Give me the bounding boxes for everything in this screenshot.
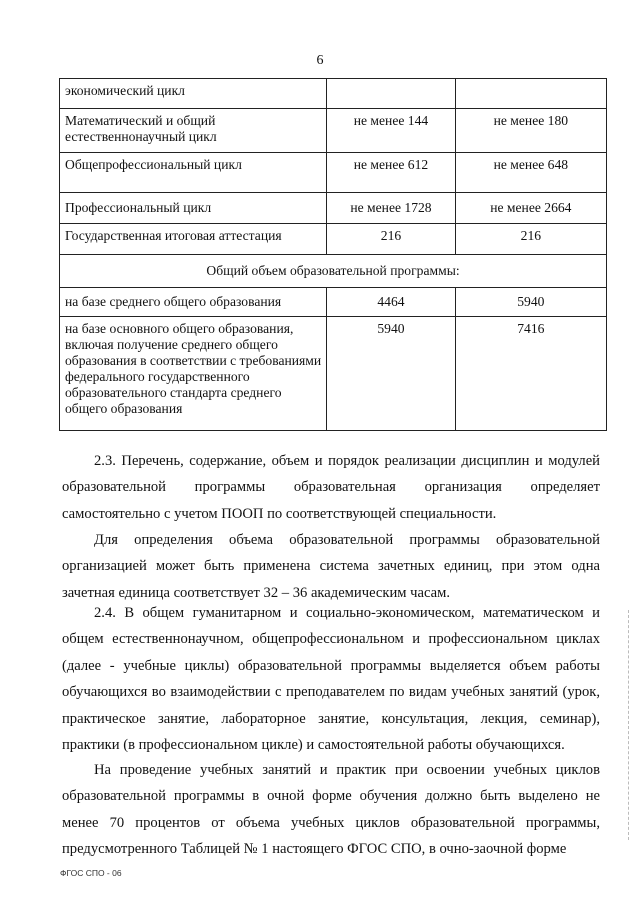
paragraph-contact-hours: На проведение учебных занятий и практик при освоении учебных циклов образовательной программы в очной форме обучения должно быть выделено не менее 70 процентов от объема учебных циклов образовательной программы, предусмотренного Таблицей № 1 настоящего ФГОС СПО, в очно-заочной форме	[62, 762, 600, 858]
table-cell-value: 7416	[455, 317, 606, 431]
table-cell-value: не менее 144	[327, 109, 455, 153]
table-row	[60, 109, 607, 153]
curriculum-volume-table	[59, 78, 607, 431]
table-cell-value: не менее 612	[327, 153, 455, 193]
table-cell-value: 4464	[327, 288, 455, 317]
table-cell-label: экономический цикл	[60, 79, 327, 109]
table-row	[60, 288, 607, 317]
paragraph-2-4: 2.4. В общем гуманитарном и социально-экономическом, математическом и общем естественнонаучном, общепрофессиональном и профессиональном циклах (далее - учебные циклы) образовательной программы выделяется объем работы обучающихся во взаимодействии с преподавателем по видам учебных занятий (урок, практическое занятие, лабораторное занятие, консультация, лекция, семинар), практики (в профессиональном цикле) и самостоятельной работы обучающихся.	[62, 605, 600, 754]
table-cell-value: не менее 648	[455, 153, 606, 193]
table-cell-label: Профессиональный цикл	[60, 193, 327, 224]
table-cell-label: Математический и общий естественнонаучный цикл	[60, 109, 327, 153]
table-row	[60, 79, 607, 109]
table-row	[60, 193, 607, 224]
table-section-heading: Общий объем образовательной программы:	[60, 255, 607, 288]
table-row	[60, 224, 607, 255]
table-cell-label: Общепрофессиональный цикл	[60, 153, 327, 193]
paragraph-credit-units: Для определения объема образовательной программы образовательной организацией может быть применена система зачетных единиц, при этом одна зачетная единица соответствует 32 – 36 академическим часам.	[62, 532, 600, 601]
table-cell-value: не менее 2664	[455, 193, 606, 224]
document-footer: ФГОС СПО - 06	[60, 868, 122, 878]
table-cell-value	[455, 79, 606, 109]
table-cell-label: на базе основного общего образования, включая получение среднего общего образования в соответствии с требованиями федерального государственного образовательного стандарта среднего общего образования	[60, 317, 327, 431]
table-cell-value: 216	[455, 224, 606, 255]
table-cell-value: 216	[327, 224, 455, 255]
page-number: 6	[316, 53, 324, 68]
table-row	[60, 255, 607, 288]
table-cell-label: на базе среднего общего образования	[60, 288, 327, 317]
table-cell-value: 5940	[455, 288, 606, 317]
table-row	[60, 317, 607, 431]
table-row	[60, 153, 607, 193]
table-cell-value	[327, 79, 455, 109]
paragraph-2-3: 2.3. Перечень, содержание, объем и порядок реализации дисциплин и модулей образовательной программы образовательная организация определяет самостоятельно с учетом ПООП по соответствующей специальности.	[62, 453, 600, 522]
table-cell-label: Государственная итоговая аттестация	[60, 224, 327, 255]
table-cell-value: 5940	[327, 317, 455, 431]
table-cell-value: не менее 1728	[327, 193, 455, 224]
scan-edge-line	[628, 610, 629, 840]
table-cell-value: не менее 180	[455, 109, 606, 153]
